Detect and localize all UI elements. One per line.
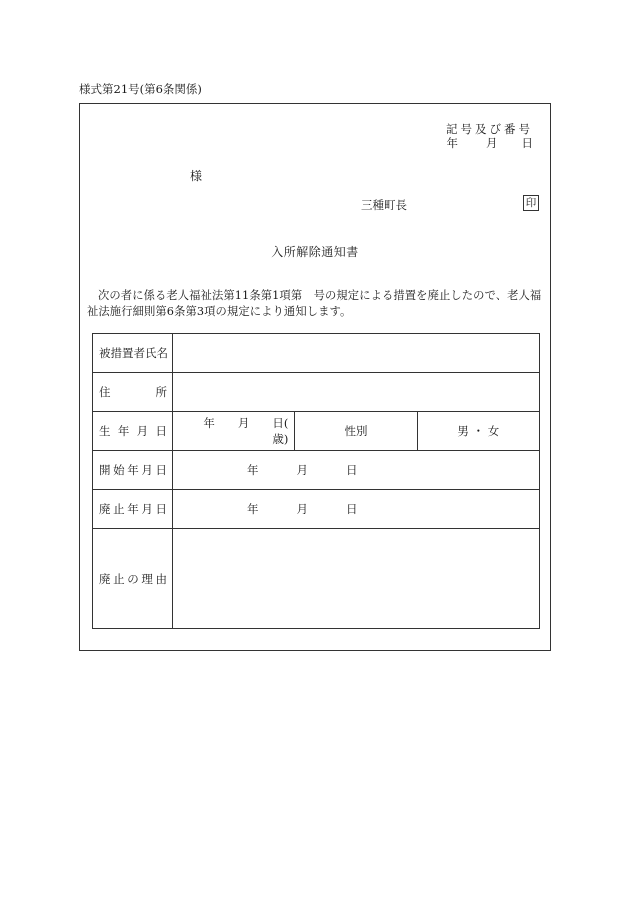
- table-row-dob: [93, 412, 540, 451]
- start-date-label-char: 始: [113, 463, 125, 477]
- table-row-reason: [93, 529, 540, 629]
- start-date-label-char: 年: [127, 463, 139, 477]
- dob-label-char: 日: [155, 424, 167, 438]
- address-label-char: 所: [155, 385, 167, 399]
- issue-date-month: 月: [486, 136, 498, 150]
- end-date-label-char: 廃: [99, 502, 111, 516]
- end-date-label-char: 年: [127, 502, 139, 516]
- address-field[interactable]: [173, 373, 540, 412]
- name-label: 被措置者氏名: [93, 334, 173, 373]
- details-table: [92, 333, 540, 629]
- issue-date-year: 年: [446, 136, 458, 150]
- document-number-label: 記号及び番号: [446, 122, 533, 136]
- end-date-label-char: 止: [113, 502, 125, 516]
- reason-label-char: 由: [155, 571, 167, 586]
- end-date-label-char: 日: [155, 502, 167, 516]
- reason-label: [93, 529, 173, 629]
- address-label: [93, 373, 173, 412]
- body-paragraph: 次の者に係る老人福祉法第11条第1項第 号の規定による措置を廃止したので、老人福祉法施行細則第6条第3項の規定により通知します。: [87, 289, 542, 318]
- end-date-label: [93, 490, 173, 529]
- reason-label-char: 廃: [99, 571, 111, 586]
- reason-label-char: 止: [113, 571, 125, 586]
- table-row-end-date: [93, 490, 540, 529]
- recipient-honorific: 様: [190, 169, 203, 183]
- end-date-month: 月: [296, 502, 308, 516]
- dob-label-char: 月: [136, 424, 149, 438]
- start-date-label-char: 月: [141, 463, 153, 477]
- issue-date: [447, 135, 534, 151]
- start-date-label-char: 日: [155, 463, 167, 477]
- notice-frame: [79, 103, 551, 651]
- reason-field[interactable]: [173, 529, 540, 629]
- start-date-month: 月: [296, 463, 308, 477]
- form-number-label: 様式第21号(第6条関係): [79, 82, 202, 96]
- dob-label-char: 年: [117, 424, 130, 438]
- table-row-start-date: [93, 451, 540, 490]
- start-date-label-char: 開: [99, 463, 111, 477]
- start-date-day: 日: [346, 463, 358, 477]
- dob-label-char: 生: [99, 424, 111, 438]
- document-title: 入所解除通知書: [271, 245, 359, 259]
- end-date-label-char: 月: [141, 502, 153, 516]
- start-date-year: 年: [247, 463, 259, 477]
- address-label-char: 住: [99, 385, 111, 399]
- end-date-day: 日: [346, 502, 358, 516]
- reason-label-char: の: [127, 571, 139, 586]
- dob-label: [93, 412, 173, 451]
- issue-date-day: 日: [521, 136, 533, 150]
- seal-mark: 印: [523, 195, 539, 211]
- table-row-address: [93, 373, 540, 412]
- name-field[interactable]: [173, 334, 540, 373]
- sender-name: 三種町長: [361, 198, 407, 212]
- gender-label: 性別: [295, 412, 417, 451]
- gender-field[interactable]: 男 ・ 女: [417, 412, 539, 451]
- start-date-label: [93, 451, 173, 490]
- table-row-name: [93, 334, 540, 373]
- reason-label-char: 理: [141, 571, 153, 586]
- start-date-field[interactable]: [173, 451, 540, 490]
- end-date-year: 年: [247, 502, 259, 516]
- end-date-field[interactable]: [173, 490, 540, 529]
- dob-field[interactable]: 年 月 日( 歳): [173, 412, 295, 451]
